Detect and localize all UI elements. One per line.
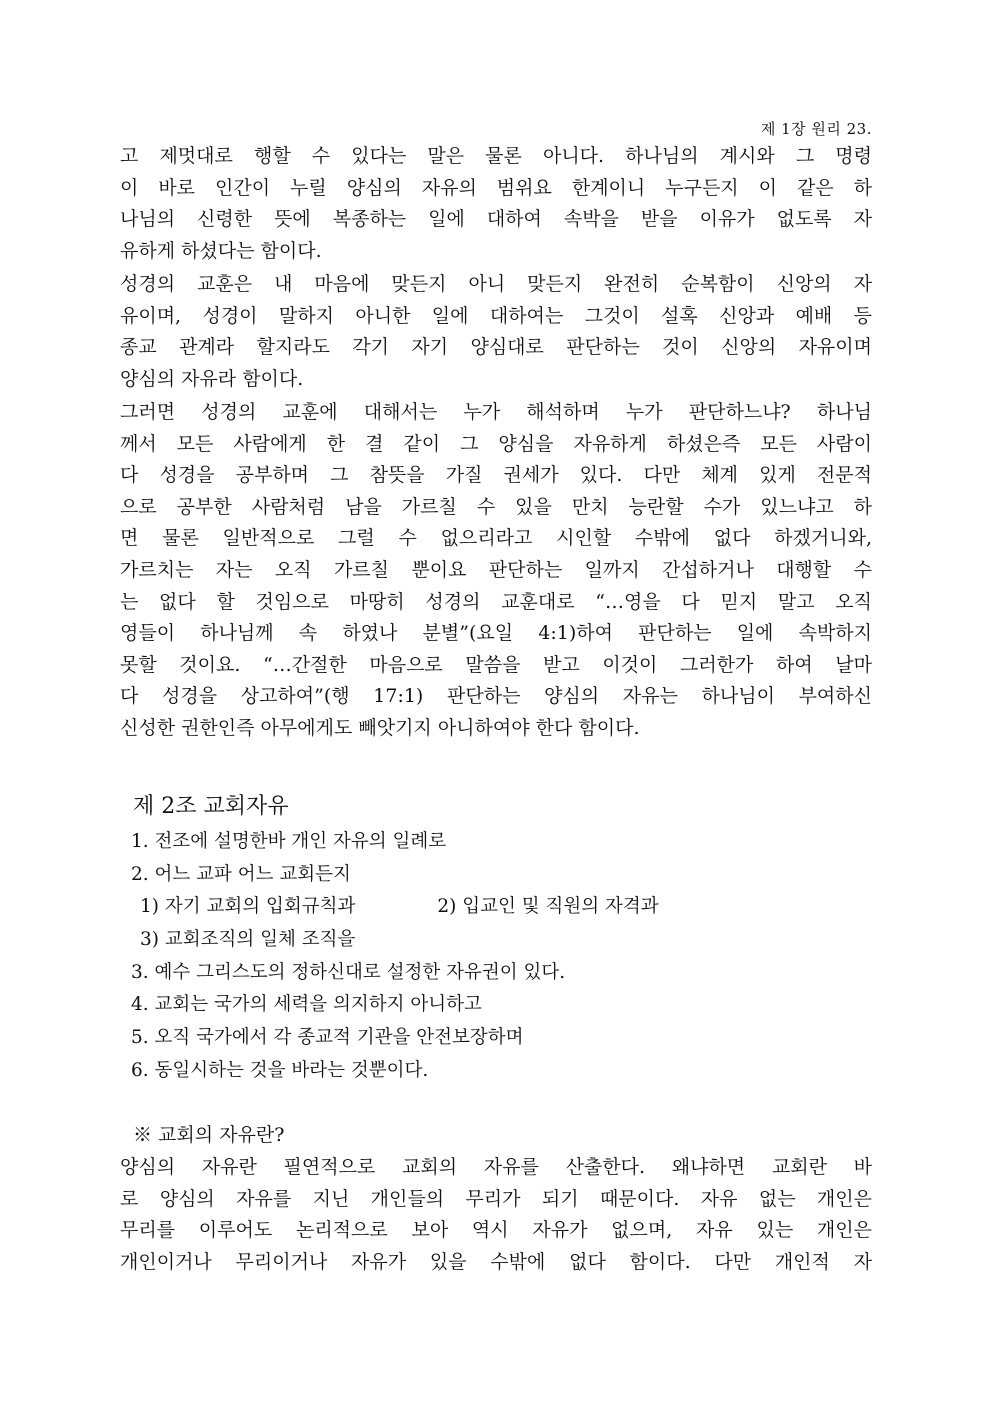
text-line: 성경의 교훈은 내 마음에 맞든지 아니 맞든지 완전히 순복함이 신앙의 자 [120, 273, 872, 295]
text-line: 이 바로 인간이 누릴 양심의 자유의 범위요 한계이니 누구든지 이 같은 하 [120, 176, 872, 199]
text-line: 께서 모든 사람에게 한 결 같이 그 양심을 자유하게 하셨은즉 모든 사람이 [120, 432, 872, 455]
list-item-sub-row [131, 891, 659, 924]
text-line: 양심의 자유라 함이다. [120, 367, 304, 390]
list-sub-item: 3) 교회조직의 일체 조직을 [140, 929, 356, 951]
text-line: 개인이거나 무리이거나 자유가 있을 수밖에 없다 함이다. 다만 개인적 자 [120, 1250, 872, 1273]
text-line: 고 제멋대로 행할 수 있다는 말은 물론 아니다. 하나님의 계시와 그 명령 [120, 145, 872, 167]
text-line: 다 성경을 공부하며 그 참뜻을 가질 권세가 있다. 다만 체계 있게 전문적 [120, 464, 872, 487]
section-heading: 제 2조 교회자유 [133, 794, 289, 819]
list-item: 2. 어느 교파 어느 교회든지 [131, 863, 351, 885]
text-line: 는 없다 할 것임으로 마땅히 성경의 교훈대로 “…영을 다 믿지 말고 오직 [120, 590, 872, 613]
text-line: 유이며, 성경이 말하지 아니한 일에 대하여는 그것이 설혹 신앙과 예배 등 [120, 304, 872, 327]
text-line: 무리를 이루어도 논리적으로 보아 역시 자유가 없으며, 자유 있는 개인은 [120, 1219, 872, 1242]
text-line: 유하게 하셨다는 함이다. [120, 239, 322, 262]
text-line: 다 성경을 상고하여”(행 17:1) 판단하는 양심의 자유는 하나님이 부여하신 [120, 685, 872, 708]
paragraph-3 [120, 397, 872, 745]
text-line: 으로 공부한 사람처럼 남을 가르칠 수 있을 만치 능란할 수가 있느냐고 하 [120, 495, 872, 518]
list-item: 1. 전조에 설명한바 개인 자유의 일례로 [131, 831, 447, 852]
paragraph-1 [120, 141, 872, 267]
text-line: 면 물론 일반적으로 그럴 수 없으리라고 시인할 수밖에 없다 하겠거니와, [120, 527, 872, 550]
article-list [131, 826, 659, 1088]
list-sub-item: 1) 자기 교회의 입회규칙과 [140, 896, 356, 918]
note-heading: ※ 교회의 자유란? [133, 1124, 285, 1146]
list-item: 3. 예수 그리스도의 정하신대로 설정한 자유권이 있다. [131, 961, 566, 983]
list-item: 4. 교회는 국가의 세력을 의지하지 아니하고 [131, 994, 482, 1016]
list-item: 5. 오직 국가에서 각 종교적 기관을 안전보장하며 [131, 1027, 524, 1049]
text-line: 로 양심의 자유를 지닌 개인들의 무리가 되기 때문이다. 자유 없는 개인은 [120, 1187, 872, 1210]
text-line: 나님의 신령한 뜻에 복종하는 일에 대하여 속박을 받을 이유가 없도록 자 [120, 208, 872, 231]
text-line: 신성한 권한인즉 아무에게도 빼앗기지 아니하여야 한다 함이다. [120, 716, 640, 739]
list-sub-item: 2) 입교인 및 직원의 자격과 [437, 896, 659, 918]
text-line: 영들이 하나님께 속 하였나 분별”(요일 4:1)하여 판단하는 일에 속박하지 [120, 622, 872, 645]
text-line: 양심의 자유란 필연적으로 교회의 자유를 산출한다. 왜냐하면 교회란 바 [120, 1156, 872, 1178]
text-line: 못할 것이요. “…간절한 마음으로 말씀을 받고 이것이 그러한가 하여 날마 [120, 653, 872, 676]
running-head: 제 1장 원리 23. [760, 120, 872, 138]
paragraph-2 [120, 269, 872, 395]
text-line: 그러면 성경의 교훈에 대해서는 누가 해석하며 누가 판단하느냐? 하나님 [120, 401, 872, 423]
list-item: 6. 동일시하는 것을 바라는 것뿐이다. [131, 1059, 429, 1081]
note-paragraph [120, 1152, 872, 1278]
text-line: 종교 관계라 할지라도 각기 자기 양심대로 판단하는 것이 신앙의 자유이며 [120, 336, 872, 359]
text-line: 가르치는 자는 오직 가르칠 뿐이요 판단하는 일까지 간섭하거나 대행할 수 [120, 558, 872, 581]
